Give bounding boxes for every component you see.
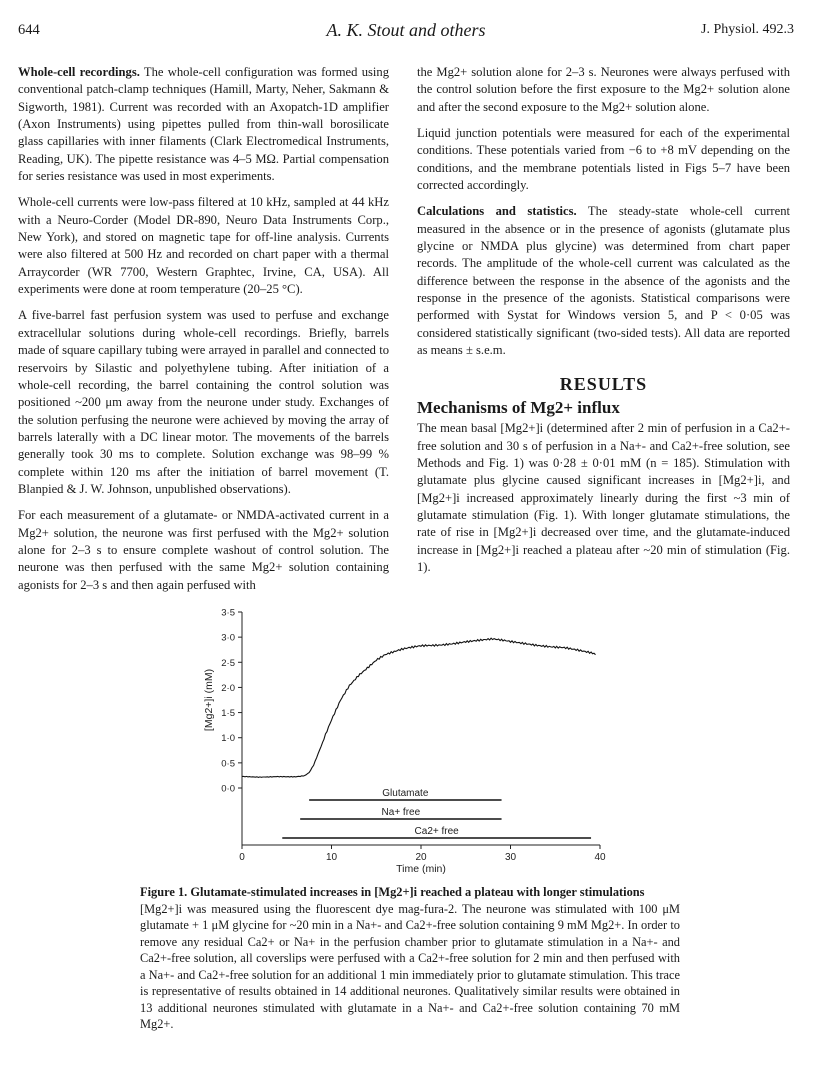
section-heading-results: RESULTS: [559, 373, 648, 394]
left-column: [18, 64, 389, 603]
page-number: 644: [18, 22, 40, 38]
page-header: [18, 22, 794, 46]
right-column: [417, 64, 790, 585]
stimulus-bar-label: Glutamate: [382, 788, 429, 799]
mg-trace-line: [242, 638, 596, 777]
figure-caption: [140, 884, 680, 1033]
y-tick-label: 2·5: [221, 657, 235, 669]
y-tick-label: 0·5: [221, 758, 235, 770]
x-tick-label: 40: [594, 852, 606, 863]
y-tick-label: 3·0: [221, 632, 235, 644]
chart-bars: [282, 788, 591, 838]
subsection-heading: Mechanisms of Mg2+ influx: [417, 397, 620, 417]
paragraph-measurement: For each measurement of a glutamate- or NMDA-activated current in a Mg2+ solution, the neurone was first perfused with the Mg2+ solution alone for 2–3 s to ensure complete washout of control solution. The neurone was then perfused with the same Mg2+ solution containing agonists for 2–3 s and then again perfused with: [18, 508, 389, 592]
paragraph-text: The whole-cell configuration was formed using conventional patch-clamp techniques (Hamill, Marty, Neher, Sakmann & Sigworth, 1981). Current was recorded with an Axopatch-1D amplifier (Axon Instruments) using pipettes pulled from thin-wall borosilicate glass capillaries with inner filaments (Clark Electromedical Instruments, Reading, UK). The pipette resistance was 4–5 MΩ. Partial compensation for series resistance was used in most experiments.: [18, 65, 389, 184]
stimulus-bar-label: Ca2+ free: [414, 826, 459, 837]
y-tick-label: 1·5: [221, 708, 235, 720]
paragraph-filtering: Whole-cell currents were low-pass filtered at 10 kHz, sampled at 44 kHz with a Neuro-Corder (Model DR-890, Neuro Data Instruments Corp., New York), and stored on magnetic tape for off-line analysis. Currents were also filtered at 500 Hz and recorded on chart paper with a thermal Arraycorder (WR 7700, Western Graphtec, Irvine, CA, USA). All experiments were done at room temperature (20–25 °C).: [18, 195, 389, 297]
x-tick-label: 0: [239, 852, 245, 863]
x-axis-label: Time (min): [396, 863, 446, 875]
x-tick-label: 30: [504, 852, 517, 863]
paragraph-statistics: [417, 203, 790, 359]
paragraph-whole-cell: [18, 64, 389, 185]
y-tick-label: 3·5: [221, 607, 235, 619]
caption-body: [Mg2+]i was measured using the fluorescent dye mag-fura-2. The neurone was stimulated with 100 μM glutamate + 1 μM glycine for ~20 min in a Na+- and Ca2+-free solution containing 9 mM Mg2+. In order to remove any residual Ca2+ or Na+ in the perfusion chamber prior to glutamate stimulation in a Na+- and Ca2+-free solution, all coverslips were perfused with a Ca2+-free solution for 2 min and then perfused with a Na+- and Ca2+-free solution for an additional 1 min immediately prior to glutamate stimulation. This trace is representative of results obtained in 14 additional neurones. Qualitatively similar results were obtained in 13 additional neurones stimulated with glutamate in a Na+- and Ca2+-free solution containing 70 mM Mg2+.: [140, 901, 680, 1031]
paragraph-continuation: the Mg2+ solution alone for 2–3 s. Neurones were always perfused with the control solution before the first exposure to the Mg2+ solution alone and after the second exposure to the Mg2+ solution alone.: [417, 65, 790, 114]
chart-trace: [242, 638, 596, 777]
figure-1-chart: [190, 600, 640, 875]
paragraph-results: The mean basal [Mg2+]i (determined after 2 min of perfusion in a Ca2+-free solution and 30 s of perfusion in a Na+- and Ca2+-free solution, see Methods and Fig. 1) was 0·28 ± 0·01 mM (n = 185). Stimulation with glutamate plus glycine caused significant increases in [Mg2+]i, and [Mg2+]i increased approximately linearly during the first ~3 min of glutamate stimulation (Fig. 1). With longer glutamate stimulations, the rate of rise in [Mg2+]i decreased over time, and the glutamate-induced increase in [Mg2+]i reached a plateau after ~20 min of stimulation (Fig. 1).: [417, 421, 790, 574]
y-axis-label: [Mg2+]i (mM): [203, 668, 215, 732]
y-tick-label: 0·0: [221, 783, 235, 795]
paragraph-text: The steady-state whole-cell current measured in the absence or in the presence of agonists (glutamate plus glycine or NMDA plus glycine) was determined from chart paper records. The amplitude of the whole-cell current was calculated as the difference between the response in the absence of the agonists and the response in the presence of the agonists. Statistical comparisons were performed with Systat for Windows version 5, and P < 0·05 was considered statistically significant (two-sided tests). All data are reported as means ± s.e.m.: [417, 204, 790, 358]
y-tick-label: 2·0: [221, 682, 235, 694]
journal-reference: J. Physiol. 492.3: [701, 22, 794, 37]
y-tick-label: 1·0: [221, 733, 235, 745]
x-tick-label: 10: [325, 852, 338, 863]
paragraph-junction-potentials: Liquid junction potentials were measured for each of the experimental conditions. These potentials varied from −6 to +8 mV depending on the conditions, and the membrane potentials listed in Figs 5–7 have been corrected accordingly.: [417, 126, 790, 193]
x-tick-label: 20: [415, 852, 427, 863]
running-head-authors: A. K. Stout and others: [326, 20, 486, 40]
stimulus-bar-label: Na+ free: [381, 807, 421, 818]
paragraph-perfusion: A five-barrel fast perfusion system was used to perfuse and exchange extracellular solutions during whole-cell recordings. Briefly, barrels made of square capillary tubing were arrayed in parallel and connected to reservoirs by Silastic and polyethylene tubing. After initiation of a whole-cell recording, the barrel containing the control solution was positioned ~200 μm away from the neurone under study. Exchanges of the solution perfusing the neurone were achieved by moving the array of barrels laterally with a DC linear motor. The movements of the barrels generally took 30 ms to complete. Solution exchange was 98–99 % complete within 120 ms after the initiation of barrel movement (T. Blanpied & J. W. Johnson, unpublished observations).: [18, 308, 389, 496]
paragraph-heading: Calculations and statistics.: [417, 204, 577, 219]
paragraph-heading: Whole-cell recordings.: [18, 65, 140, 79]
caption-title: Figure 1. Glutamate-stimulated increases in [Mg2+]i reached a plateau with longer stimulations: [140, 885, 645, 899]
